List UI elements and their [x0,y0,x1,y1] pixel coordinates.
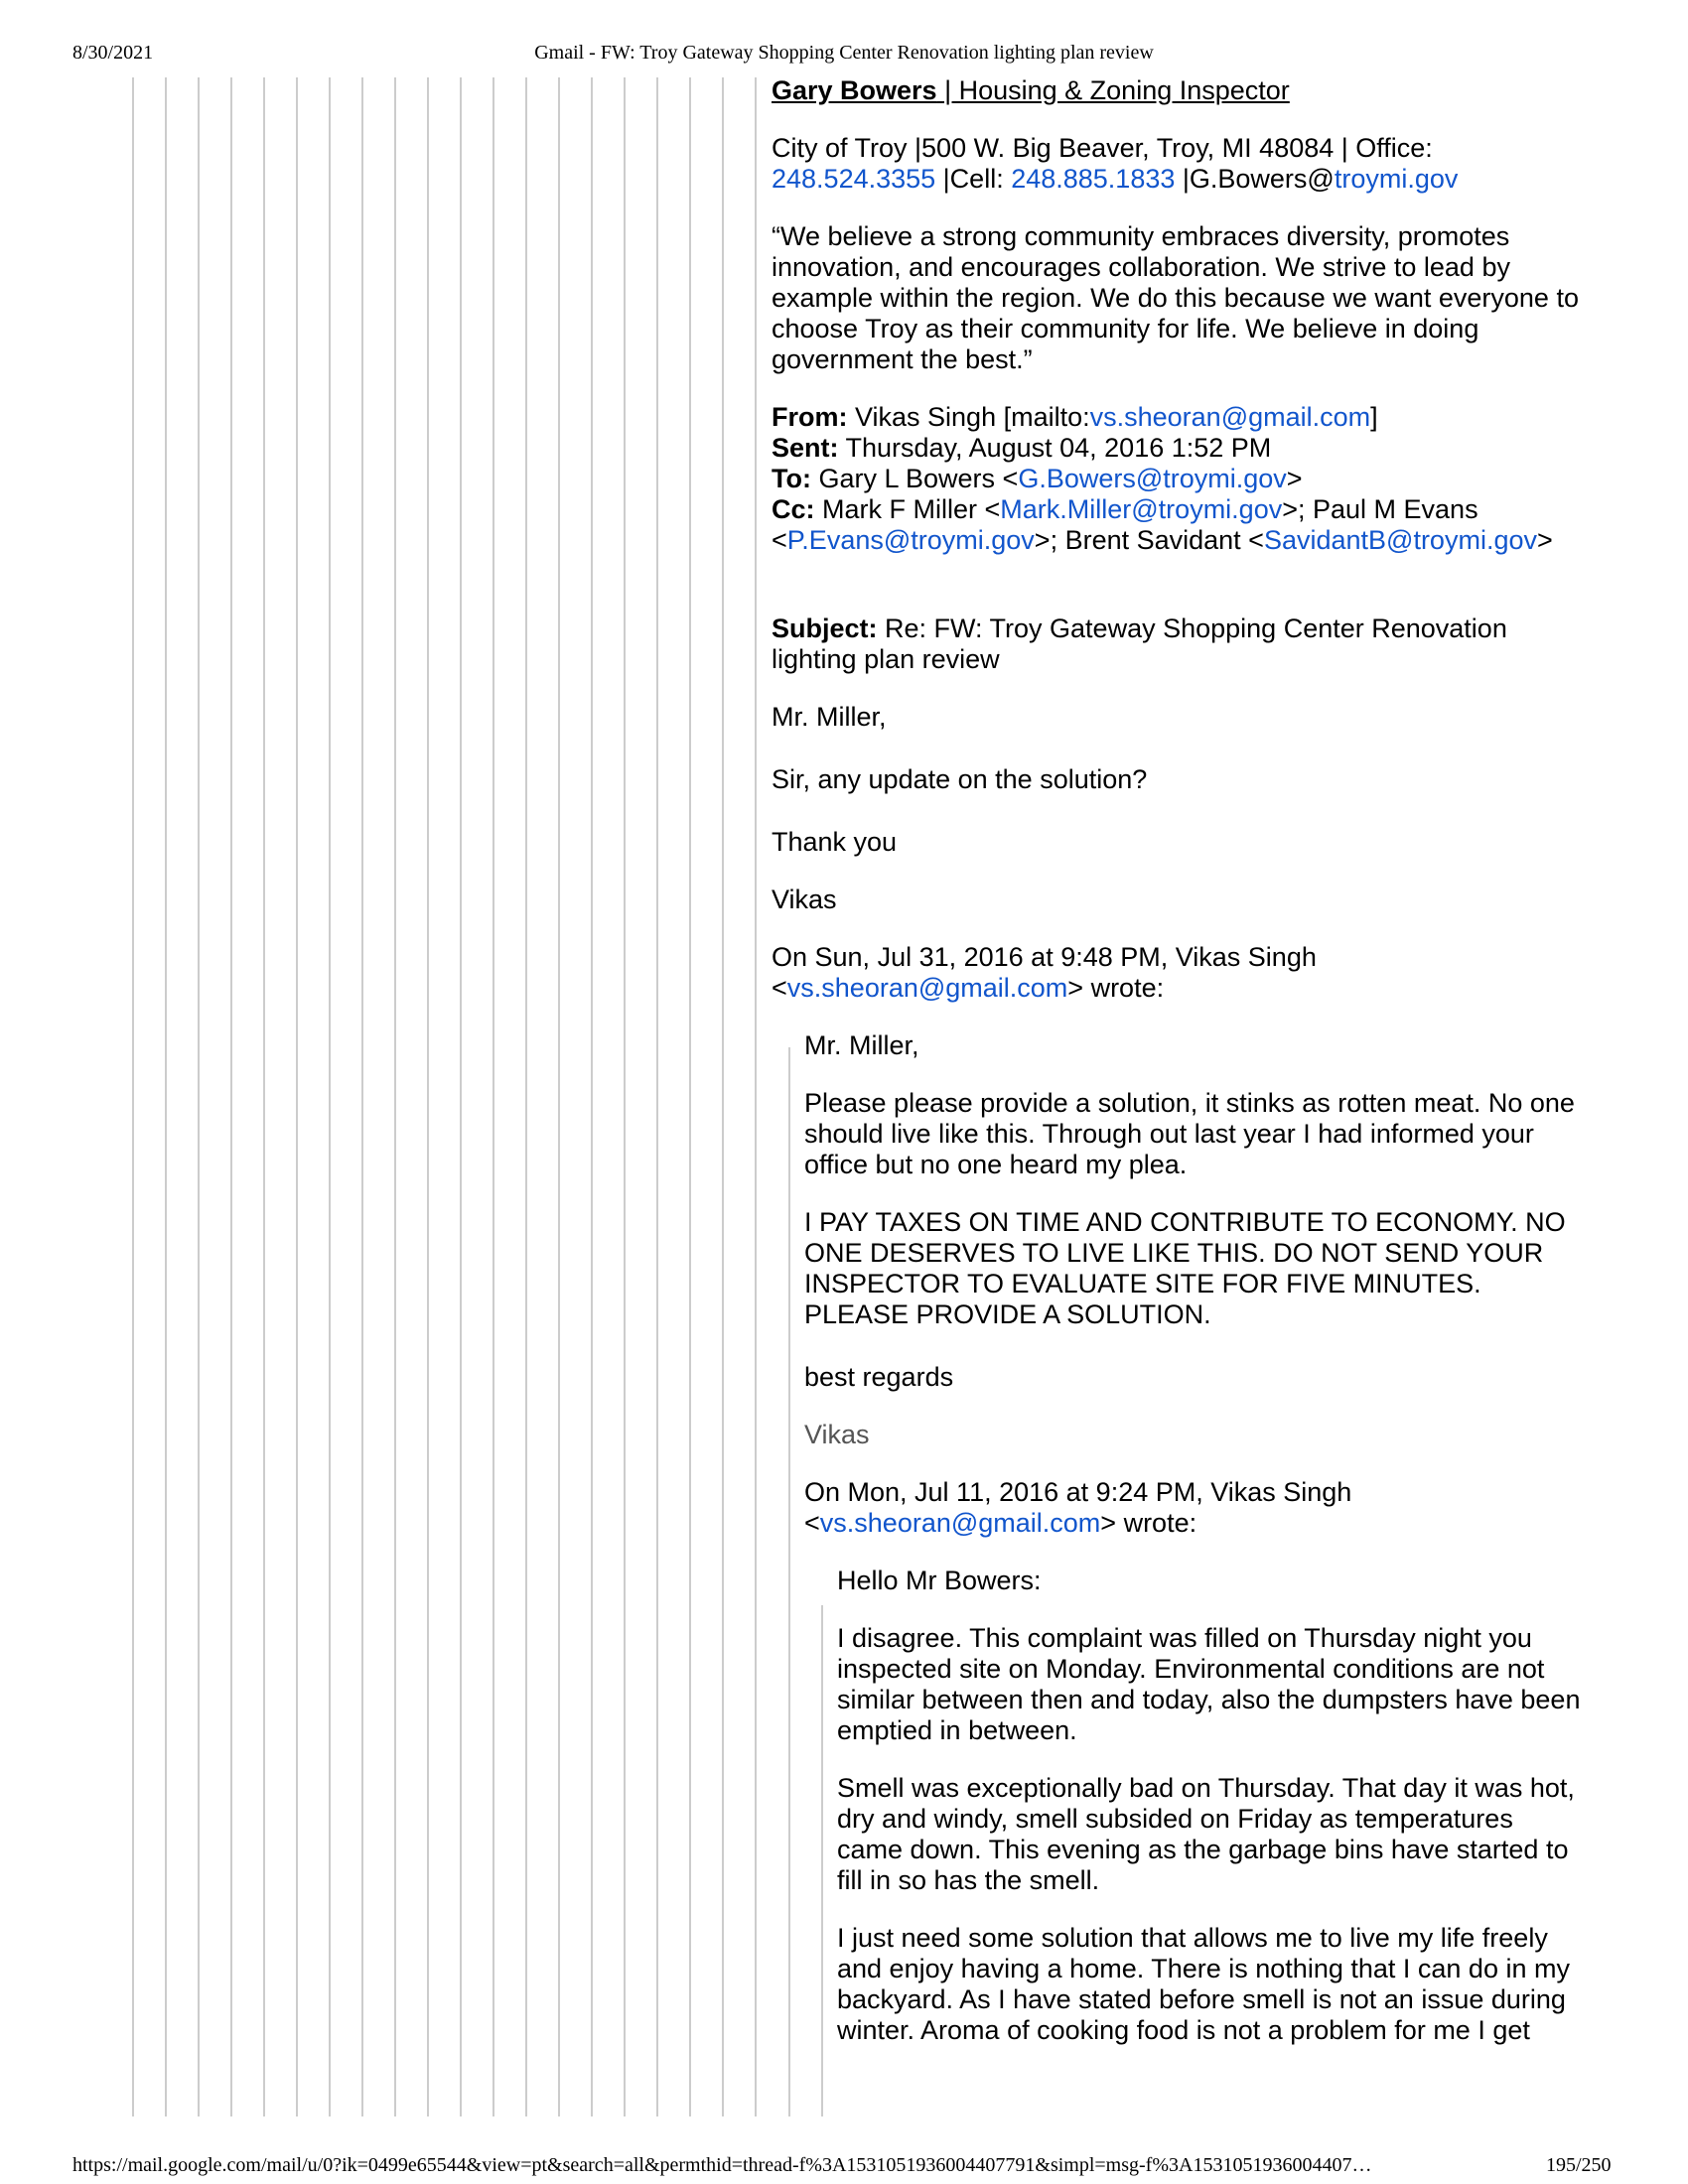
cc-email-link-2[interactable]: P.Evans@troymi.gov [786,525,1035,555]
quote-rule [624,77,626,2116]
from-name: Vikas Singh [mailto: [847,402,1090,432]
message-greeting: Mr. Miller, [772,702,887,732]
quoted-message-1 [772,1030,1586,2046]
quote-rule [263,77,265,2116]
print-date: 8/30/2021 [72,42,154,64]
quote-wrote-2: > wrote: [1100,1508,1197,1538]
quote-rule [361,77,363,2116]
signature-address [772,133,1586,195]
quote2-paragraph-1: I disagree. This complaint was filled on Thursday night you inspected site on Monday. Environmental conditions are not similar between then and today, also the dumpsters have been emptied in between. [837,1623,1581,1745]
quote-rule [525,77,527,2116]
quote-attribution-2 [804,1477,1586,1539]
quote-open-2: < [804,1508,820,1538]
quote-rule [722,77,724,2116]
print-title: Gmail - FW: Troy Gateway Shopping Center Renovation lighting plan review [534,42,1154,64]
quote2-greeting: Hello Mr Bowers: [837,1566,1042,1595]
cell-label: |Cell: [935,164,1012,194]
quote-rule [296,77,298,2116]
quote-rule [198,77,200,2116]
print-header [0,42,1688,69]
nested-quote-rule [821,1605,823,2116]
from-email-link[interactable]: vs.sheoran@gmail.com [1089,402,1371,432]
quote-rule [591,77,593,2116]
quote-rule [755,77,757,2116]
quote-intro-2: On Mon, Jul 11, 2016 at 9:24 PM, Vikas Singh [804,1477,1352,1507]
cc-email-link-1[interactable]: Mark.Miller@troymi.gov [1000,494,1283,524]
subject-value: Re: FW: Troy Gateway Shopping Center Renovation lighting plan review [772,614,1507,674]
quote2-paragraph-3: I just need some solution that allows me to live my life freely and enjoy having a home. There is nothing that I can do in my backyard. As I have stated before smell is not an issue during winter. Aroma of cooking food is not a problem for me I get [837,1923,1570,2045]
quote-rule [460,77,462,2116]
sent-value: Thursday, August 04, 2016 1:52 PM [838,433,1272,463]
to-email-link[interactable]: G.Bowers@troymi.gov [1018,464,1287,493]
quote-rule [492,77,494,2116]
print-url: https://mail.google.com/mail/u/0?ik=0499e65544&view=pt&search=all&permthid=thread-f%3A1531051936004407791&simpl=msg-f%3A1531051936004407… [72,2154,1372,2176]
message-line-1: Sir, any update on the solution? [772,764,1148,794]
quote-rule [558,77,560,2116]
quote-level-rules [0,77,794,2116]
cc-email-link-3[interactable]: SavidantB@troymi.gov [1263,525,1537,555]
cc-sep-1: >; Paul M Evans [1282,494,1478,524]
from-close: ] [1370,402,1378,432]
quote-rule [329,77,331,2116]
message-sign: Vikas [772,885,837,914]
quote1-sign: Vikas [804,1420,870,1449]
cc-label: Cc: [772,494,815,524]
subject-label: Subject: [772,614,878,643]
sent-label: Sent: [772,433,839,463]
subject-line [772,614,1586,675]
quote2-paragraph-2: Smell was exceptionally bad on Thursday. That day it was hot, dry and windy, smell subsided on Friday as temperatures came down. This evening as the garbage bins have started to fill in so has the smell. [837,1773,1575,1895]
quote-rule [656,77,658,2116]
cell-phone-link[interactable]: 248.885.1833 [1011,164,1176,194]
cc-close: > [1536,525,1553,555]
page-number: 195/250 [1546,2154,1612,2176]
quote-email-link-2[interactable]: vs.sheoran@gmail.com [819,1508,1101,1538]
signature-title: | Housing & Zoning Inspector [936,75,1290,105]
quote-rule [165,77,167,2116]
message-thanks: Thank you [772,827,898,857]
cc-name-1: Mark F Miller < [814,494,1001,524]
quote-intro-1: On Sun, Jul 31, 2016 at 9:48 PM, Vikas Singh [772,942,1317,972]
office-phone-link[interactable]: 248.524.3355 [772,164,936,194]
to-close: > [1286,464,1303,493]
cc-sep-2: >; Brent Savidant < [1034,525,1264,555]
quote-open-1: < [772,973,787,1003]
signature-motto: “We believe a strong community embraces diversity, promotes innovation, and encourages collaboration. We strive to lead by example within the region. We do this because we want everyone to choose Troy as their community for life. We believe in doing government the best.” [772,221,1579,374]
email-prefix: |G.Bowers@ [1175,164,1335,194]
signature-name: Gary Bowers [772,75,937,105]
quoted-message-2 [804,1566,1586,2046]
from-label: From: [772,402,848,432]
email-domain-link[interactable]: troymi.gov [1334,164,1459,194]
email-body [772,75,1586,2046]
print-footer [0,2154,1688,2182]
signature-address-text: City of Troy |500 W. Big Beaver, Troy, MI 48084 | Office: [772,133,1433,163]
quote-rule [427,77,429,2116]
quote-email-link-1[interactable]: vs.sheoran@gmail.com [786,973,1068,1003]
quote1-greeting: Mr. Miller, [804,1030,919,1060]
quote-rule [230,77,232,2116]
quote-rule [132,77,134,2116]
to-label: To: [772,464,811,493]
signature-name-line [772,75,1586,106]
cc-open-2: < [772,525,787,555]
forward-headers [772,402,1586,556]
to-name: Gary L Bowers < [810,464,1019,493]
quote-attribution-1 [772,942,1586,1004]
nested-quote-rule [788,1047,790,2116]
quote-rule [394,77,396,2116]
quote-wrote-1: > wrote: [1067,973,1165,1003]
quote-rule [689,77,691,2116]
quote1-paragraph-1: Please please provide a solution, it stinks as rotten meat. No one should live like this. Through out last year I had informed your office but no one heard my plea. [804,1088,1575,1179]
quote1-paragraph-2: I PAY TAXES ON TIME AND CONTRIBUTE TO ECONOMY. NO ONE DESERVES TO LIVE LIKE THIS. DO NOT SEND YOUR INSPECTOR TO EVALUATE SITE FOR FIVE MINUTES. PLEASE PROVIDE A SOLUTION. [804,1207,1566,1329]
quote1-closing: best regards [804,1362,954,1392]
